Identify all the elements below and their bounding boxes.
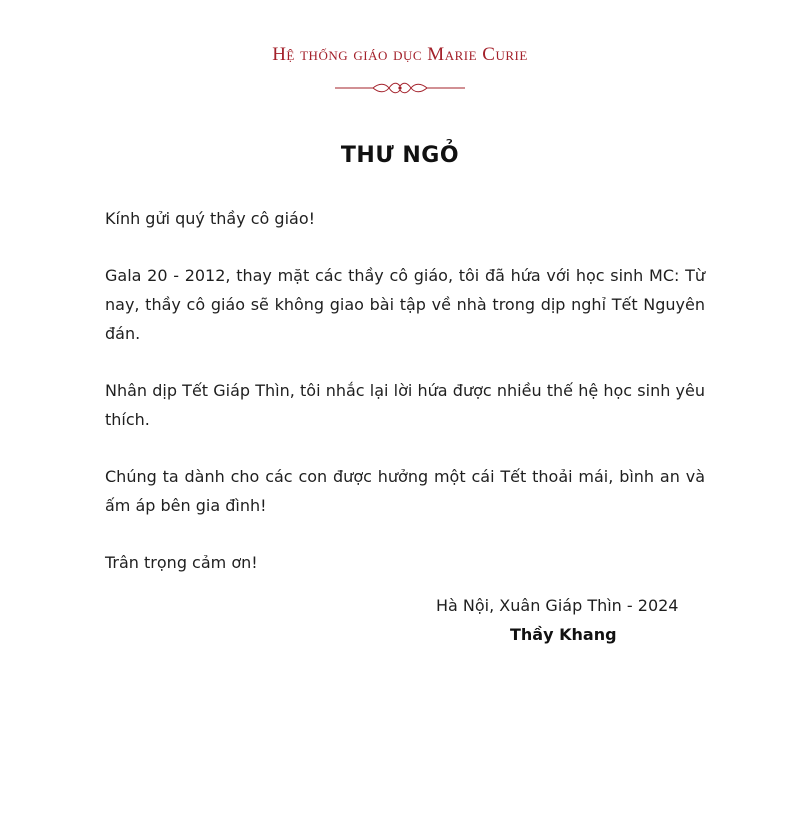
signer-name: Thầy Khang [510, 625, 617, 644]
letter-title: THƯ NGỎ [340, 143, 460, 168]
paragraph-promise: Gala 20 - 2012, thay mặt các thầy cô giáo, tôi đã hứa với học sinh MC: Từ nay, thầy cô giáo sẽ không giao bài tập về nhà trong dịp nghỉ Tết Nguyên đán. [105, 266, 705, 343]
decorative-flourish-icon [333, 80, 467, 96]
organization-name: Hệ thống giáo dục Marie Curie [272, 44, 528, 65]
paragraph-wish: Chúng ta dành cho các con được hưởng một cái Tết thoải mái, bình an và ấm áp bên gia đình! [105, 467, 705, 515]
paragraph-reminder: Nhân dịp Tết Giáp Thìn, tôi nhắc lại lời hứa được nhiều thế hệ học sinh yêu thích. [105, 381, 705, 429]
letter-body [105, 204, 705, 605]
place-date: Hà Nội, Xuân Giáp Thìn - 2024 [436, 596, 679, 615]
salutation: Kính gửi quý thầy cô giáo! [105, 209, 316, 228]
letterhead [0, 44, 800, 66]
closing: Trân trọng cảm ơn! [105, 553, 258, 572]
